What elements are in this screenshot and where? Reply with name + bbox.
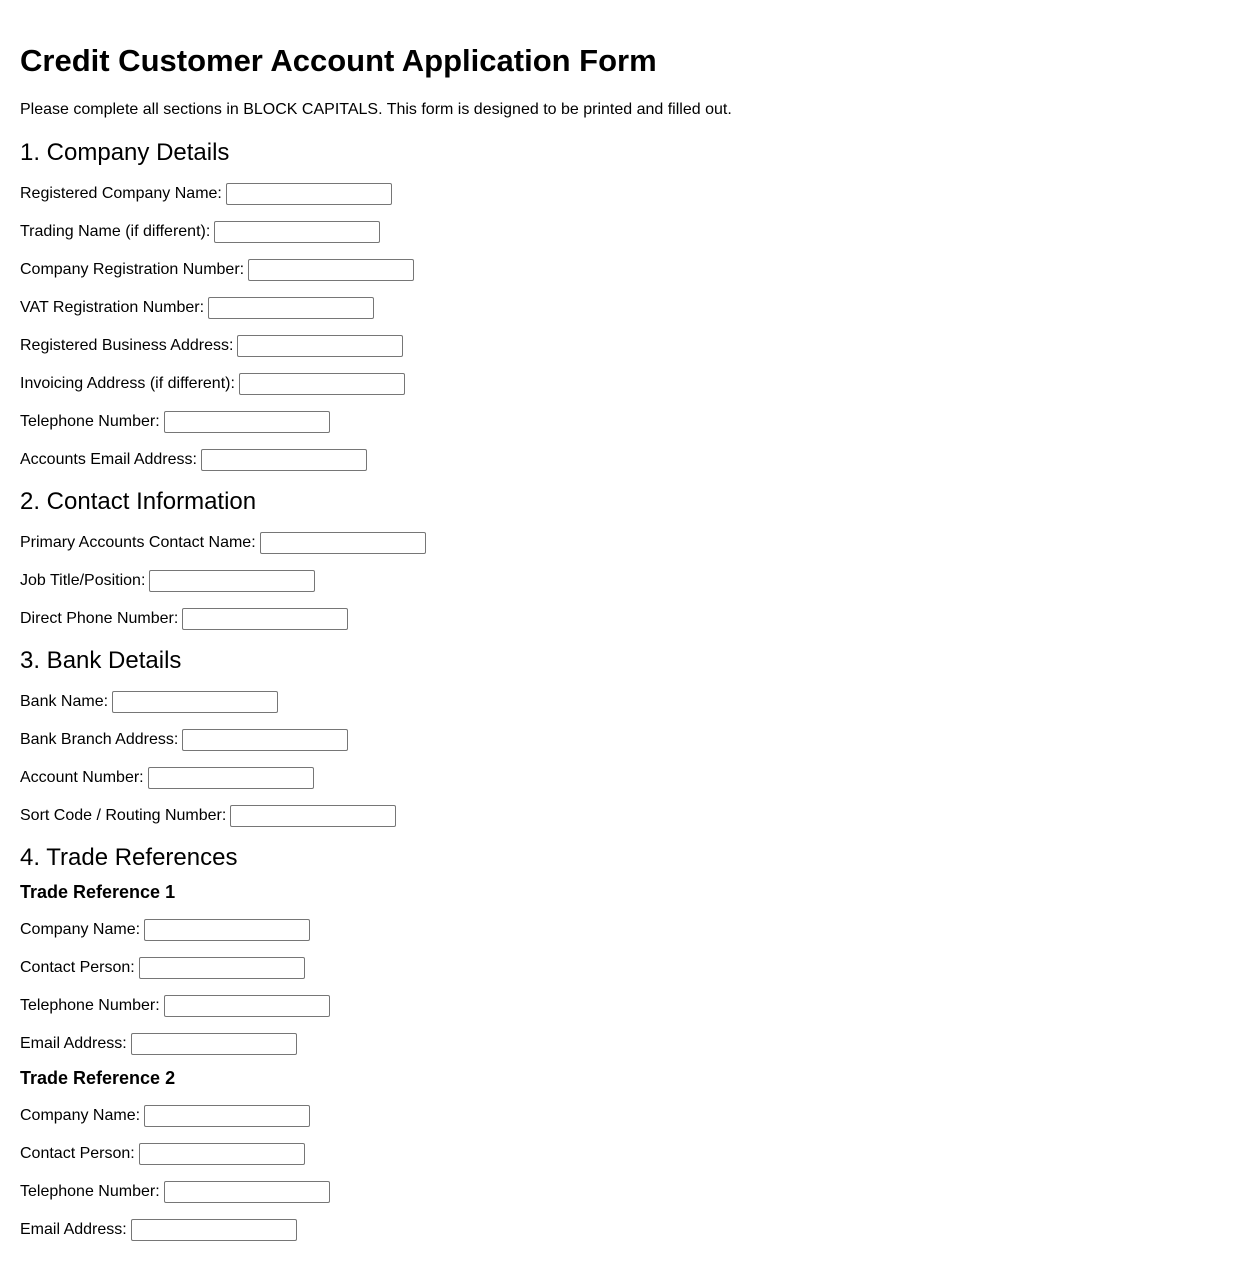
section-bank-details xyxy=(20,646,1227,835)
registered-company-name-input[interactable] xyxy=(226,183,392,205)
trading-name-input[interactable] xyxy=(214,221,380,243)
account-number-input[interactable] xyxy=(148,767,314,789)
ref2-telephone-number-label: Telephone Number: xyxy=(20,1183,160,1200)
company-registration-number-input[interactable] xyxy=(248,259,414,281)
section-heading: 1. Company Details xyxy=(20,139,230,166)
form-row xyxy=(20,441,1227,479)
ref1-contact-person-label: Contact Person: xyxy=(20,959,135,976)
form-row xyxy=(20,949,1227,987)
form-row xyxy=(20,797,1227,835)
registered-business-address-label: Registered Business Address: xyxy=(20,337,234,354)
trade-reference-1 xyxy=(20,881,1227,1063)
form-row xyxy=(20,251,1227,289)
invoicing-address-label: Invoicing Address (if different): xyxy=(20,375,235,392)
form-row xyxy=(20,987,1227,1025)
page-title: Credit Customer Account Application Form xyxy=(20,43,657,78)
form-row xyxy=(20,289,1227,327)
form-row xyxy=(20,562,1227,600)
primary-contact-name-label: Primary Accounts Contact Name: xyxy=(20,534,256,551)
primary-contact-name-input[interactable] xyxy=(260,532,426,554)
bank-name-input[interactable] xyxy=(112,691,278,713)
direct-phone-number-input[interactable] xyxy=(182,608,348,630)
accounts-email-address-label: Accounts Email Address: xyxy=(20,451,197,468)
ref2-contact-person-input[interactable] xyxy=(139,1143,305,1165)
section-contact-information xyxy=(20,487,1227,638)
sort-code-label: Sort Code / Routing Number: xyxy=(20,807,227,824)
company-registration-number-label: Company Registration Number: xyxy=(20,261,245,278)
ref2-company-name-label: Company Name: xyxy=(20,1107,141,1124)
ref1-telephone-number-label: Telephone Number: xyxy=(20,997,160,1014)
registered-business-address-input[interactable] xyxy=(237,335,403,357)
ref1-email-address-input[interactable] xyxy=(131,1033,297,1055)
ref2-email-address-input[interactable] xyxy=(131,1219,297,1241)
job-title-input[interactable] xyxy=(149,570,315,592)
form-row xyxy=(20,213,1227,251)
trade-reference-2 xyxy=(20,1067,1227,1249)
section-heading: 2. Contact Information xyxy=(20,488,257,515)
form-row xyxy=(20,759,1227,797)
form-row xyxy=(20,1025,1227,1063)
telephone-number-input[interactable] xyxy=(164,411,330,433)
ref1-contact-person-input[interactable] xyxy=(139,957,305,979)
form-row xyxy=(20,721,1227,759)
form-row xyxy=(20,327,1227,365)
invoicing-address-input[interactable] xyxy=(239,373,405,395)
trading-name-label: Trading Name (if different): xyxy=(20,223,211,240)
ref1-company-name-input[interactable] xyxy=(144,919,310,941)
form-row xyxy=(20,1097,1227,1135)
form-instructions: Please complete all sections in BLOCK CAPITALS. This form is designed to be printed and filled out. xyxy=(20,101,732,118)
ref2-telephone-number-input[interactable] xyxy=(164,1181,330,1203)
telephone-number-label: Telephone Number: xyxy=(20,413,160,430)
section-heading: 4. Trade References xyxy=(20,844,238,871)
vat-registration-number-input[interactable] xyxy=(208,297,374,319)
form-row xyxy=(20,365,1227,403)
accounts-email-address-input[interactable] xyxy=(201,449,367,471)
bank-branch-address-label: Bank Branch Address: xyxy=(20,731,179,748)
form-row xyxy=(20,403,1227,441)
section-heading: 3. Bank Details xyxy=(20,647,182,674)
sort-code-input[interactable] xyxy=(230,805,396,827)
ref1-email-address-label: Email Address: xyxy=(20,1035,127,1052)
ref1-telephone-number-input[interactable] xyxy=(164,995,330,1017)
ref2-company-name-input[interactable] xyxy=(144,1105,310,1127)
registered-company-name-label: Registered Company Name: xyxy=(20,185,222,202)
form-row xyxy=(20,911,1227,949)
bank-branch-address-input[interactable] xyxy=(182,729,348,751)
vat-registration-number-label: VAT Registration Number: xyxy=(20,299,205,316)
ref2-email-address-label: Email Address: xyxy=(20,1221,127,1238)
ref1-company-name-label: Company Name: xyxy=(20,921,141,938)
ref2-contact-person-label: Contact Person: xyxy=(20,1145,135,1162)
form-row xyxy=(20,1135,1227,1173)
job-title-label: Job Title/Position: xyxy=(20,572,146,589)
section-company-details xyxy=(20,138,1227,479)
section-trade-references xyxy=(20,843,1227,1249)
form-row xyxy=(20,524,1227,562)
subsection-heading: Trade Reference 1 xyxy=(20,882,176,902)
form-row xyxy=(20,683,1227,721)
subsection-heading: Trade Reference 2 xyxy=(20,1068,176,1088)
bank-name-label: Bank Name: xyxy=(20,693,109,710)
account-number-label: Account Number: xyxy=(20,769,144,786)
direct-phone-number-label: Direct Phone Number: xyxy=(20,610,179,627)
form-row xyxy=(20,1173,1227,1211)
form-row xyxy=(20,1211,1227,1249)
form-row xyxy=(20,175,1227,213)
form-row xyxy=(20,600,1227,638)
